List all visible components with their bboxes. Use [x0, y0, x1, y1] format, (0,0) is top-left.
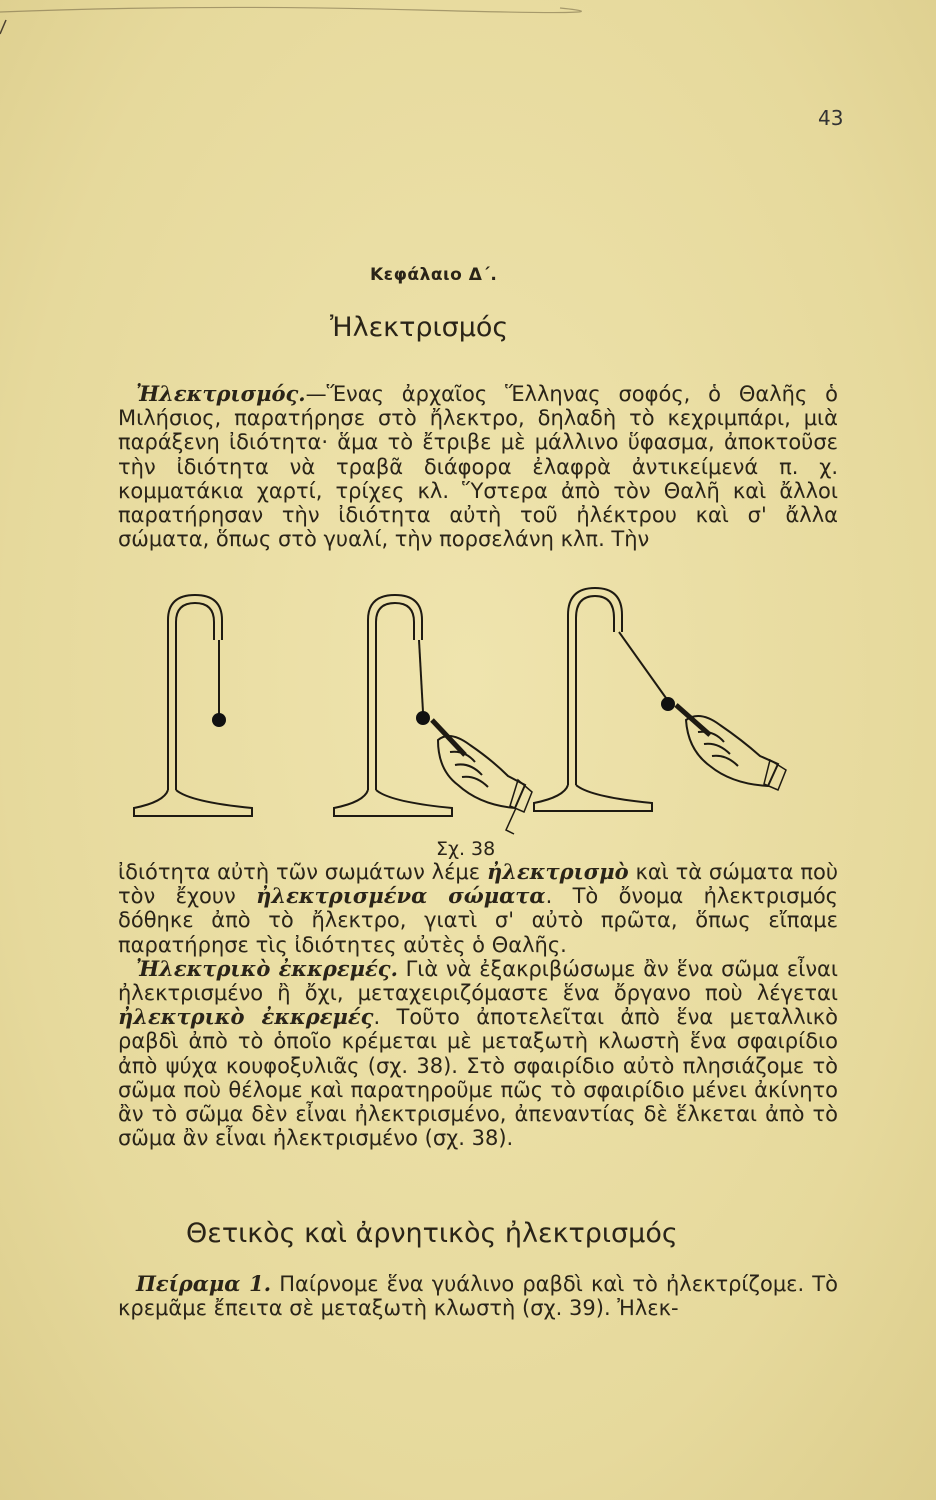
text-span: ἰδιότητα αὐτὴ τῶν σωμάτων λέμε	[118, 860, 487, 884]
chapter-title: Ἠλεκτρισμός	[330, 312, 509, 343]
text-span: . Τοῦτο ἀποτελεῖται ἀπὸ ἕνα μεταλλικὸ ραβδὶ ἀπὸ τὸ ὁποῖο κρέμεται μὲ μεταξωτὴ κλωστὴ ἕνα σφαιρίδιο ἀπὸ ψύχα κουφοξυλιᾶς (σχ. 38). Στὸ σφαιρίδιο αὐτὸ πλησιάζομε τὸ σῶμα ποὺ θέλομε καὶ παρατηροῦμε πῶς τὸ σφαιρίδιο μένει ἀκίνητο ἂν τὸ σῶμα δὲν εἶναι ἠλεκτρισμένο, ἀπεναντίας δὲ ἕλκεται ἀπὸ τὸ σῶμα ἂν εἶναι ἠλεκτρισμένο (σχ. 38).	[118, 1005, 838, 1151]
figure-electric-pendulums	[120, 580, 840, 840]
text-span: . Τὸ ὄνομα ἠλεκτρισμός δόθηκε ἀπὸ τὸ ἤλεκτρο, γιατὶ σ' αὐτὸ πρῶτα, ὅπως εἴπαμε παρατήρησε τὶς ἰδιότητες αὐτὲς ὁ Θαλῆς.	[118, 884, 838, 957]
pendulum-ball-2	[416, 711, 430, 725]
hand-with-rod-2	[676, 705, 786, 790]
pendulum-ball-1	[212, 713, 226, 727]
chapter-label: Κεφάλαιο Δ΄.	[370, 265, 498, 285]
paragraph-intro	[118, 382, 838, 551]
paragraph-text: Παίρνομε ἕνα γυάλινο ραβδὶ καὶ τὸ ἠλεκτρίζομε. Τὸ κρεμᾶμε ἔπειτα σὲ μεταξωτὴ κλωστὴ (σχ. 39). Ἠλεκ-	[118, 1272, 838, 1321]
page-number: 43	[818, 106, 844, 130]
text-span: καὶ τὰ σώματα ποὺ τὸν ἔχουν	[118, 860, 838, 909]
pendulum-ball-3	[661, 697, 675, 711]
term-electricity: ἠλεκτρισμὸ	[486, 859, 629, 884]
section-title: Θετικὸς καὶ ἀρνητικὸς ἠλεκτρισμός	[186, 1218, 678, 1249]
text-span: Γιὰ νὰ ἐξακριβώσωμε ἂν ἕνα σῶμα εἶναι ἠλεκτρισμένο ἢ ὄχι, μεταχειριζόμαστε ἕνα ὄργανο ποὺ λέγεται	[118, 956, 839, 1006]
paragraph-text: —Ἕνας ἀρχαῖος Ἕλληνας σοφός, ὁ Θαλῆς ὁ Μιλήσιος, παρατήρησε στὸ ἤλεκτρο, δηλαδὴ τὸ κεχριμπάρι, μιὰ παράξενη ἰδιότητα· ἅμα τὸ ἔτριβε μὲ μάλλινο ὕφασμα, ἀποκτοῦσε τὴν ἰδιότητα νὰ τραβᾶ διάφορα ἐλαφρὰ ἀντικείμενά π. χ. κομματάκια χαρτί, τρίχες κλ. Ὕστερα ἀπὸ τὸν Θαλῆ καὶ ἄλλοι παρατήρησαν τὴν ἰδιότητα αὐτὴ τοῦ ἠλέκτρου καὶ σ' ἄλλα σώματα, ὅπως στὸ γυαλί, τὴν πορσελάνη κλπ. Τὴν	[118, 382, 838, 552]
pendulum-stand-1	[134, 595, 252, 816]
paragraph-experiment	[118, 1272, 838, 1320]
term-electric-pendulum: ἠλεκτρικὸ ἐκκρεμές	[118, 1004, 374, 1030]
paragraph-lead: Ἠλεκτρισμός.	[136, 381, 306, 406]
page-edge-mark	[0, 0, 936, 40]
experiment-label: Πείραμα 1.	[136, 1271, 272, 1296]
pendulum-stand-3	[534, 588, 666, 811]
term-electrified-bodies: ἠλεκτρισμένα σώματα	[256, 883, 546, 909]
paragraph-pendulum	[118, 860, 838, 1150]
paragraph-lead: Ἠλεκτρικὸ ἐκκρεμές.	[136, 955, 398, 981]
figure-caption: Σχ. 38	[436, 838, 496, 860]
pendulum-stand-2	[334, 595, 452, 816]
